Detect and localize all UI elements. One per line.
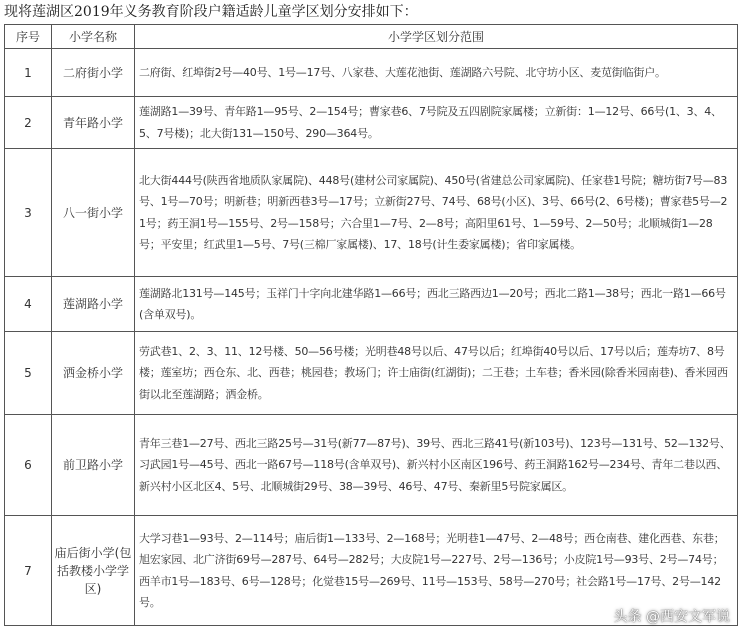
district-range: 莲湖路1—39号、青年路1—95号、2—154号；曹家巷6、7号院及五四剧院家属楼；立新街：1—12号、66号(1、3、4、5、7号楼)；北大街131—150号、290—364号。 xyxy=(139,105,722,140)
row-number: 3 xyxy=(5,149,52,277)
school-name: 洒金桥小学 xyxy=(52,332,135,415)
school-name: 前卫路小学 xyxy=(52,415,135,516)
row-number: 7 xyxy=(5,516,52,626)
row-number: 2 xyxy=(5,97,52,149)
source-watermark: 头条 @西安文军说 xyxy=(613,609,730,625)
school-name: 二府街小学 xyxy=(52,49,135,97)
district-range: 大学习巷1—93号、2—114号；庙后街1—133号、2—168号；光明巷1—47号、2—48号；西仓南巷、建化西巷、东巷；旭宏家园、北广济街69号—287号、64号—282号；大皮院1号—227号、2号—136号；小皮院1号—93号、2号—74号；西羊市1号—183号、6号—128号；化觉巷15号—269号、11号—153号、58号—270号；社会路1号—17号、2号—142号。 xyxy=(139,531,725,609)
district-range: 劳武巷1、2、3、11、12号楼、50—56号楼；光明巷48号以后、47号以后；红埠街40号以后、17号以后；莲寿坊7、8号楼；莲室坊；西仓东、北、西巷；桃园巷；教场门；许士庙街(红湖街)；二王巷；土车巷；香米园(除香米园南巷)、香米园西街以北至莲湖路；洒金桥。 xyxy=(139,344,728,401)
page-heading: 现将莲湖区2019年义务教育阶段户籍适龄儿童学区划分安排如下： xyxy=(4,4,418,20)
school-district-table xyxy=(4,24,738,626)
header-number: 序号 xyxy=(5,25,52,49)
school-name: 庙后街小学(包括教楼小学学区) xyxy=(52,516,135,626)
row-number: 6 xyxy=(5,415,52,516)
table-row xyxy=(5,415,738,516)
table-row xyxy=(5,332,738,415)
row-number: 1 xyxy=(5,49,52,97)
district-range: 莲湖路北131号—145号；玉祥门十字向北建华路1—66号；西北三路西边1—20号；西北二路1—38号；西北一路1—66号(含单双号)。 xyxy=(139,286,726,321)
district-range: 青年三巷1—27号、西北三路25号—31号(新77—87号)、39号、西北三路41号(新103号)、123号—131号、52—132号、习武园1号—45号、西北一路67号—118号(含单双号)、新兴村小区南区196号、药王洞路162号—234号、青年二巷以西、新兴村小区北区4、5号、北顺城街29号、38—39号、46号、47号、秦新里5号院家属区。 xyxy=(139,436,731,493)
school-name: 青年路小学 xyxy=(52,97,135,149)
row-number: 5 xyxy=(5,332,52,415)
table-row xyxy=(5,49,738,97)
table-row xyxy=(5,149,738,277)
district-range: 北大街444号(陕西省地质队家属院)、448号(建材公司家属院)、450号(省建总公司家属院)、任家巷1号院；糖坊街7号—83号、1号—70号；明新巷；明新西巷3号—17号；立新街27号、74号、68号(小区)、3号、66号(2、6号楼)；曹家巷5号—21号；药王洞1号—155号、2号—158号；六合里1—7号、2—8号；高阳里61号、1—59号、2—50号；北顺城街1—28号；平安里；红武里1—5号、7号(三棉厂家属楼)、17、18号(计生委家属楼)；省印家属楼。 xyxy=(139,173,728,251)
district-range: 二府街、红埠街2号—40号、1号—17号、八家巷、大莲花池街、莲湖路六号院、北守坊小区、麦苋街临街户。 xyxy=(139,65,666,79)
header-school-name: 小学名称 xyxy=(52,25,135,49)
table-header-row xyxy=(5,25,738,49)
row-number: 4 xyxy=(5,277,52,332)
school-name: 莲湖路小学 xyxy=(52,277,135,332)
header-district-range: 小学学区划分范围 xyxy=(135,25,738,49)
table-row xyxy=(5,277,738,332)
table-row xyxy=(5,97,738,149)
school-name: 八一街小学 xyxy=(52,149,135,277)
